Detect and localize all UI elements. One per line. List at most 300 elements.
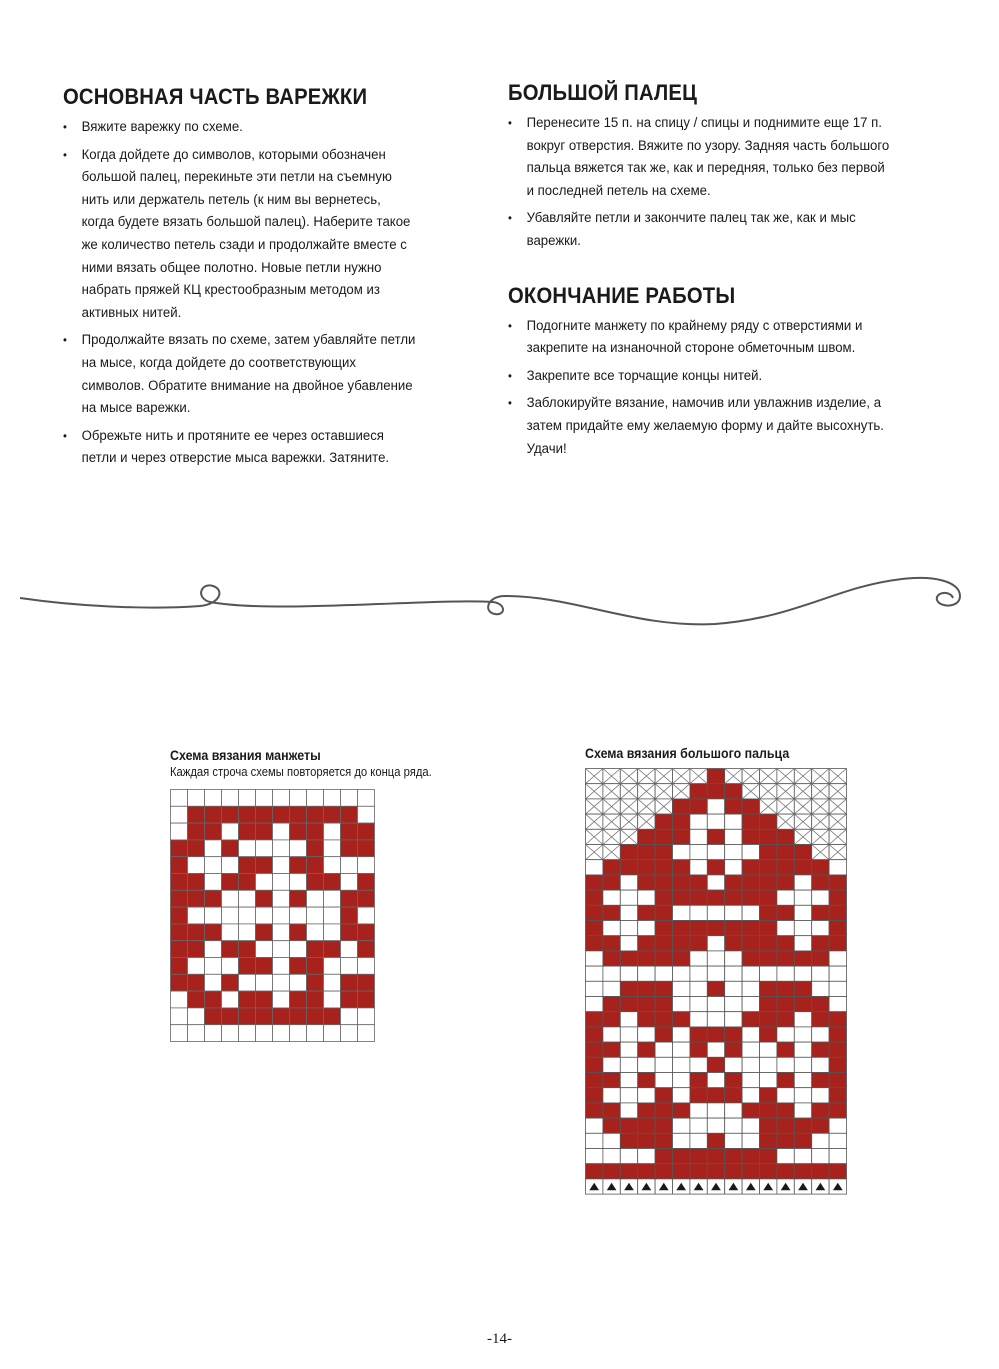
chart-cell-filled [655,860,672,875]
list-item: • Убавляйте петли и закончите палец так же, как и мыс варежки. [508,207,894,252]
chart-cell-empty [273,941,290,958]
chart-cell-filled [673,875,690,890]
chart-cell-filled [742,875,759,890]
chart-cell-filled [673,1012,690,1027]
chart-cell-filled [273,1008,290,1025]
chart-cell-empty [707,875,724,890]
chart-cell-filled [673,814,690,829]
chart-cell-empty [725,845,742,860]
chart-cell-filled [655,845,672,860]
chart-cell-empty [273,840,290,857]
chart-cell-filled [638,1103,655,1118]
chart-cell-empty [290,941,307,958]
chart-cell-empty [188,907,205,924]
list-item: • Подогните манжету по крайнему ряду с отверстиями и закрепите на изнаночной стороне обметочным швом. [508,315,894,360]
chart-cell-filled [239,958,256,975]
chart-cell-empty [239,1025,256,1042]
chart-cell-filled [358,941,375,958]
chart-cell-filled [725,799,742,814]
chart-cell-filled [673,799,690,814]
chart-cell-empty [707,799,724,814]
chart-cell-empty [205,790,222,807]
chart-cell-filled [620,1164,637,1179]
chart-cell-filled [655,1103,672,1118]
chart-cell-filled [603,1164,620,1179]
chart-cell-empty [794,1057,811,1072]
chart-cell-empty [794,1042,811,1057]
chart-cell-filled [690,799,707,814]
chart-cell-filled [760,981,777,996]
chart-cell-empty [188,1025,205,1042]
chart-cell-filled [205,823,222,840]
chart-cell-filled [171,890,188,907]
chart-cell-filled [171,958,188,975]
list-item: • Когда дойдете до символов, которыми обозначен большой палец, перекиньте эти петли на съемную нить или держатель петель (к ним вы вернетесь, когда будете вязать большой палец). Наберите такое же количество петель сзади и продолжайте вместе с ними вязать общее полотно. Новые петли нужно набрать пряжей КЦ крестообразным методом из активных нитей. [63,144,416,325]
chart-cell-filled [324,1008,341,1025]
chart-cell-filled [742,1012,759,1027]
chart-cell-filled [307,1008,324,1025]
chart-cell-filled [812,1164,829,1179]
chart-cell-empty [690,829,707,844]
chart-cell-empty [829,997,846,1012]
chart-cell-filled [812,905,829,920]
chart-cell-empty [171,806,188,823]
chart-cell-filled [829,1164,846,1179]
chart-cell-filled [324,941,341,958]
chart-cell-empty [794,905,811,920]
chart-cell-filled [256,958,273,975]
chart-cell-empty [307,907,324,924]
chart-cell-filled [586,936,603,951]
chart-cell-empty [171,790,188,807]
chart-cell-filled [239,991,256,1008]
chart-cell-empty [725,951,742,966]
chart-cell-filled [358,823,375,840]
chart-cell-empty [742,845,759,860]
chart-cell-filled [324,874,341,891]
section-main-part [63,84,443,475]
chart-cell-empty [794,1103,811,1118]
chart-cell-empty [307,924,324,941]
chart-cell-empty [690,905,707,920]
chart-cell-filled [829,1103,846,1118]
chart-cell-empty [690,1012,707,1027]
chart-cell-empty [620,1088,637,1103]
chart-cell-empty [290,874,307,891]
chart-cell-empty [307,790,324,807]
chart-cell-empty [638,890,655,905]
chart-cell-empty [603,1057,620,1072]
chart-cell-empty [222,823,239,840]
chart-cell-empty [760,1042,777,1057]
chart-cell-filled [603,860,620,875]
chart-cell-empty [239,924,256,941]
chart-cell-filled [673,1149,690,1164]
chart-cell-empty [794,1027,811,1042]
chart-cell-filled [307,874,324,891]
chart-cell-filled [707,769,724,784]
chart-cell-filled [655,1164,672,1179]
chart-cell-empty [273,823,290,840]
chart-cell-filled [812,1118,829,1133]
chart-cell-filled [829,1012,846,1027]
chart-cell-filled [707,1164,724,1179]
chart-cell-filled [812,1073,829,1088]
chart-cell-filled [307,974,324,991]
chart-cell-filled [777,1103,794,1118]
chart-cell-filled [725,1042,742,1057]
chart-cell-empty [341,857,358,874]
chart-cell-empty [205,958,222,975]
chart-cell-filled [256,1008,273,1025]
chart-cell-filled [760,890,777,905]
chart-cell-filled [655,1133,672,1148]
chart-cell-empty [742,1057,759,1072]
chart-cell-filled [341,974,358,991]
chart-cell-filled [586,1042,603,1057]
chart-cell-filled [188,840,205,857]
chart-cell-filled [222,840,239,857]
chart-cell-filled [829,890,846,905]
chart-cell-empty [725,1118,742,1133]
cuff-chart-title: Схема вязания манжеты [170,748,321,763]
chart-cell-empty [707,1118,724,1133]
chart-cell-empty [239,840,256,857]
chart-cell-empty [324,958,341,975]
chart-cell-filled [760,875,777,890]
chart-cell-filled [188,890,205,907]
chart-cell-empty [188,1008,205,1025]
chart-cell-empty [725,966,742,981]
chart-cell-filled [725,936,742,951]
chart-cell-empty [273,890,290,907]
chart-cell-empty [707,997,724,1012]
chart-cell-empty [290,790,307,807]
chart-cell-filled [171,941,188,958]
chart-cell-filled [655,1012,672,1027]
chart-cell-filled [188,941,205,958]
chart-cell-empty [794,890,811,905]
chart-cell-empty [239,974,256,991]
chart-cell-empty [725,1103,742,1118]
chart-cell-empty [690,1103,707,1118]
chart-cell-filled [707,1149,724,1164]
chart-cell-empty [620,1042,637,1057]
chart-cell-filled [188,806,205,823]
chart-cell-empty [239,890,256,907]
chart-cell-filled [239,857,256,874]
chart-cell-empty [222,924,239,941]
chart-cell-filled [638,981,655,996]
chart-cell-empty [620,921,637,936]
chart-cell-filled [760,1118,777,1133]
chart-cell-empty [222,890,239,907]
chart-cell-empty [690,997,707,1012]
cuff-chart-block [170,748,461,1042]
chart-cell-empty [742,997,759,1012]
chart-cell-filled [655,997,672,1012]
chart-cell-empty [324,857,341,874]
chart-cell-empty [742,1133,759,1148]
chart-cell-filled [742,814,759,829]
chart-cell-empty [742,966,759,981]
chart-cell-filled [794,1133,811,1148]
chart-cell-filled [829,936,846,951]
chart-cell-empty [620,1073,637,1088]
chart-cell-empty [307,1025,324,1042]
chart-cell-empty [256,790,273,807]
chart-cell-filled [638,1133,655,1148]
list-item: • Заблокируйте вязание, намочив или увлажнив изделие, а затем придайте ему желаемую форму и дайте высохнуть. Удачи! [508,392,894,460]
chart-cell-filled [358,924,375,941]
chart-cell-filled [673,951,690,966]
chart-cell-filled [638,1118,655,1133]
chart-cell-filled [742,829,759,844]
chart-cell-filled [777,845,794,860]
chart-cell-filled [725,1073,742,1088]
chart-cell-empty [829,860,846,875]
chart-cell-empty [586,997,603,1012]
chart-cell-filled [205,806,222,823]
chart-cell-filled [777,1164,794,1179]
chart-cell-filled [760,829,777,844]
chart-cell-empty [273,958,290,975]
chart-cell-filled [638,1073,655,1088]
chart-cell-filled [655,1118,672,1133]
chart-cell-filled [638,1164,655,1179]
list-item: • Вяжите варежку по схеме. [63,116,416,139]
chart-cell-filled [638,860,655,875]
chart-cell-filled [307,991,324,1008]
chart-cell-filled [603,1103,620,1118]
chart-cell-filled [341,823,358,840]
chart-cell-empty [603,1088,620,1103]
chart-cell-filled [742,1164,759,1179]
chart-cell-filled [655,981,672,996]
cuff-chart-subtitle: Каждая строча схемы повторяется до конца ряда. [170,765,432,779]
chart-cell-filled [794,860,811,875]
chart-cell-filled [760,860,777,875]
chart-cell-empty [638,966,655,981]
chart-cell-filled [586,905,603,920]
chart-cell-empty [794,1073,811,1088]
chart-cell-filled [777,1133,794,1148]
chart-cell-filled [188,874,205,891]
chart-cell-empty [256,907,273,924]
chart-cell-filled [777,936,794,951]
chart-cell-filled [620,860,637,875]
chart-cell-empty [690,981,707,996]
chart-cell-filled [707,890,724,905]
chart-cell-filled [341,840,358,857]
chart-cell-empty [188,958,205,975]
chart-cell-filled [655,814,672,829]
chart-cell-filled [341,991,358,1008]
chart-cell-filled [324,806,341,823]
chart-cell-filled [290,924,307,941]
chart-cell-empty [725,860,742,875]
chart-cell-filled [777,905,794,920]
chart-cell-filled [290,991,307,1008]
chart-cell-filled [673,1164,690,1179]
section-title-thumb: БОЛЬШОЙ ПАЛЕЦ [508,80,698,105]
chart-cell-empty [205,907,222,924]
chart-cell-filled [829,875,846,890]
chart-cell-empty [829,1118,846,1133]
chart-cell-filled [794,1118,811,1133]
chart-cell-empty [341,1025,358,1042]
chart-cell-empty [673,981,690,996]
chart-cell-empty [290,907,307,924]
chart-cell-filled [760,951,777,966]
chart-cell-filled [620,997,637,1012]
chart-cell-empty [273,974,290,991]
chart-cell-empty [603,1133,620,1148]
chart-cell-filled [586,1073,603,1088]
chart-cell-empty [742,981,759,996]
chart-cell-empty [358,958,375,975]
chart-cell-empty [205,874,222,891]
chart-cell-empty [638,1149,655,1164]
chart-cell-empty [794,936,811,951]
chart-cell-filled [222,1008,239,1025]
chart-cell-filled [655,829,672,844]
chart-cell-empty [324,974,341,991]
chart-cell-filled [273,806,290,823]
chart-cell-empty [273,1025,290,1042]
chart-cell-filled [171,907,188,924]
chart-cell-empty [707,905,724,920]
chart-cell-empty [829,981,846,996]
chart-cell-filled [760,1133,777,1148]
chart-cell-filled [673,829,690,844]
chart-cell-empty [273,790,290,807]
chart-cell-empty [742,905,759,920]
chart-cell-filled [812,1042,829,1057]
chart-cell-empty [690,1057,707,1072]
chart-cell-empty [324,840,341,857]
chart-cell-filled [760,1149,777,1164]
chart-cell-filled [655,905,672,920]
chart-cell-filled [690,1042,707,1057]
list-item: • Продолжайте вязать по схеме, затем убавляйте петли на мысе, когда дойдете до соответствующих символов. Обратите внимание на двойное убавление на мысе варежки. [63,329,416,419]
chart-cell-empty [829,1149,846,1164]
chart-cell-empty [673,1088,690,1103]
chart-cell-filled [812,997,829,1012]
chart-cell-filled [777,829,794,844]
chart-cell-filled [673,936,690,951]
chart-cell-filled [742,951,759,966]
chart-cell-filled [707,981,724,996]
chart-cell-empty [794,966,811,981]
chart-cell-filled [603,1012,620,1027]
chart-cell-filled [794,981,811,996]
chart-cell-filled [777,1073,794,1088]
chart-cell-filled [742,936,759,951]
chart-cell-filled [794,1164,811,1179]
chart-cell-filled [171,840,188,857]
chart-cell-empty [742,1118,759,1133]
chart-cell-empty [222,790,239,807]
chart-cell-filled [638,1012,655,1027]
chart-cell-filled [620,951,637,966]
chart-cell-filled [586,1164,603,1179]
chart-cell-filled [829,921,846,936]
chart-cell-empty [324,924,341,941]
chart-cell-filled [586,921,603,936]
chart-cell-filled [358,874,375,891]
chart-cell-filled [586,1057,603,1072]
chart-cell-filled [760,921,777,936]
chart-cell-filled [812,860,829,875]
chart-cell-filled [603,1042,620,1057]
chart-cell-empty [603,966,620,981]
chart-cell-filled [307,823,324,840]
chart-cell-empty [586,981,603,996]
chart-cell-filled [307,857,324,874]
chart-cell-empty [760,966,777,981]
chart-cell-empty [273,907,290,924]
chart-cell-filled [725,890,742,905]
chart-cell-filled [725,1027,742,1042]
chart-cell-empty [603,1149,620,1164]
chart-cell-empty [777,1027,794,1042]
chart-cell-filled [256,890,273,907]
chart-cell-empty [620,1149,637,1164]
chart-cell-filled [760,814,777,829]
chart-cell-filled [620,845,637,860]
section-title-main: ОСНОВНАЯ ЧАСТЬ ВАРЕЖКИ [63,84,368,109]
chart-cell-empty [673,997,690,1012]
chart-cell-empty [673,845,690,860]
chart-cell-filled [620,981,637,996]
chart-cell-empty [273,991,290,1008]
chart-cell-empty [586,1118,603,1133]
chart-cell-empty [707,1042,724,1057]
chart-cell-filled [358,991,375,1008]
chart-cell-empty [794,1149,811,1164]
chart-cell-empty [655,1073,672,1088]
chart-cell-filled [222,806,239,823]
chart-cell-empty [812,981,829,996]
chart-cell-empty [812,1057,829,1072]
chart-cell-empty [742,1042,759,1057]
chart-cell-empty [812,1149,829,1164]
chart-cell-filled [222,941,239,958]
chart-cell-filled [188,823,205,840]
chart-cell-empty [620,1057,637,1072]
chart-cell-empty [707,1073,724,1088]
chart-cell-filled [171,924,188,941]
chart-cell-filled [829,905,846,920]
chart-cell-filled [655,875,672,890]
chart-cell-filled [358,974,375,991]
chart-cell-filled [239,1008,256,1025]
chart-cell-filled [725,1088,742,1103]
chart-cell-empty [707,814,724,829]
chart-cell-filled [707,1057,724,1072]
chart-cell-empty [690,951,707,966]
chart-cell-filled [690,1088,707,1103]
chart-cell-filled [690,875,707,890]
chart-cell-filled [655,890,672,905]
chart-cell-filled [358,890,375,907]
chart-cell-filled [829,1027,846,1042]
chart-cell-empty [256,974,273,991]
chart-cell-empty [222,1025,239,1042]
chart-cell-empty [603,921,620,936]
chart-cell-empty [812,890,829,905]
